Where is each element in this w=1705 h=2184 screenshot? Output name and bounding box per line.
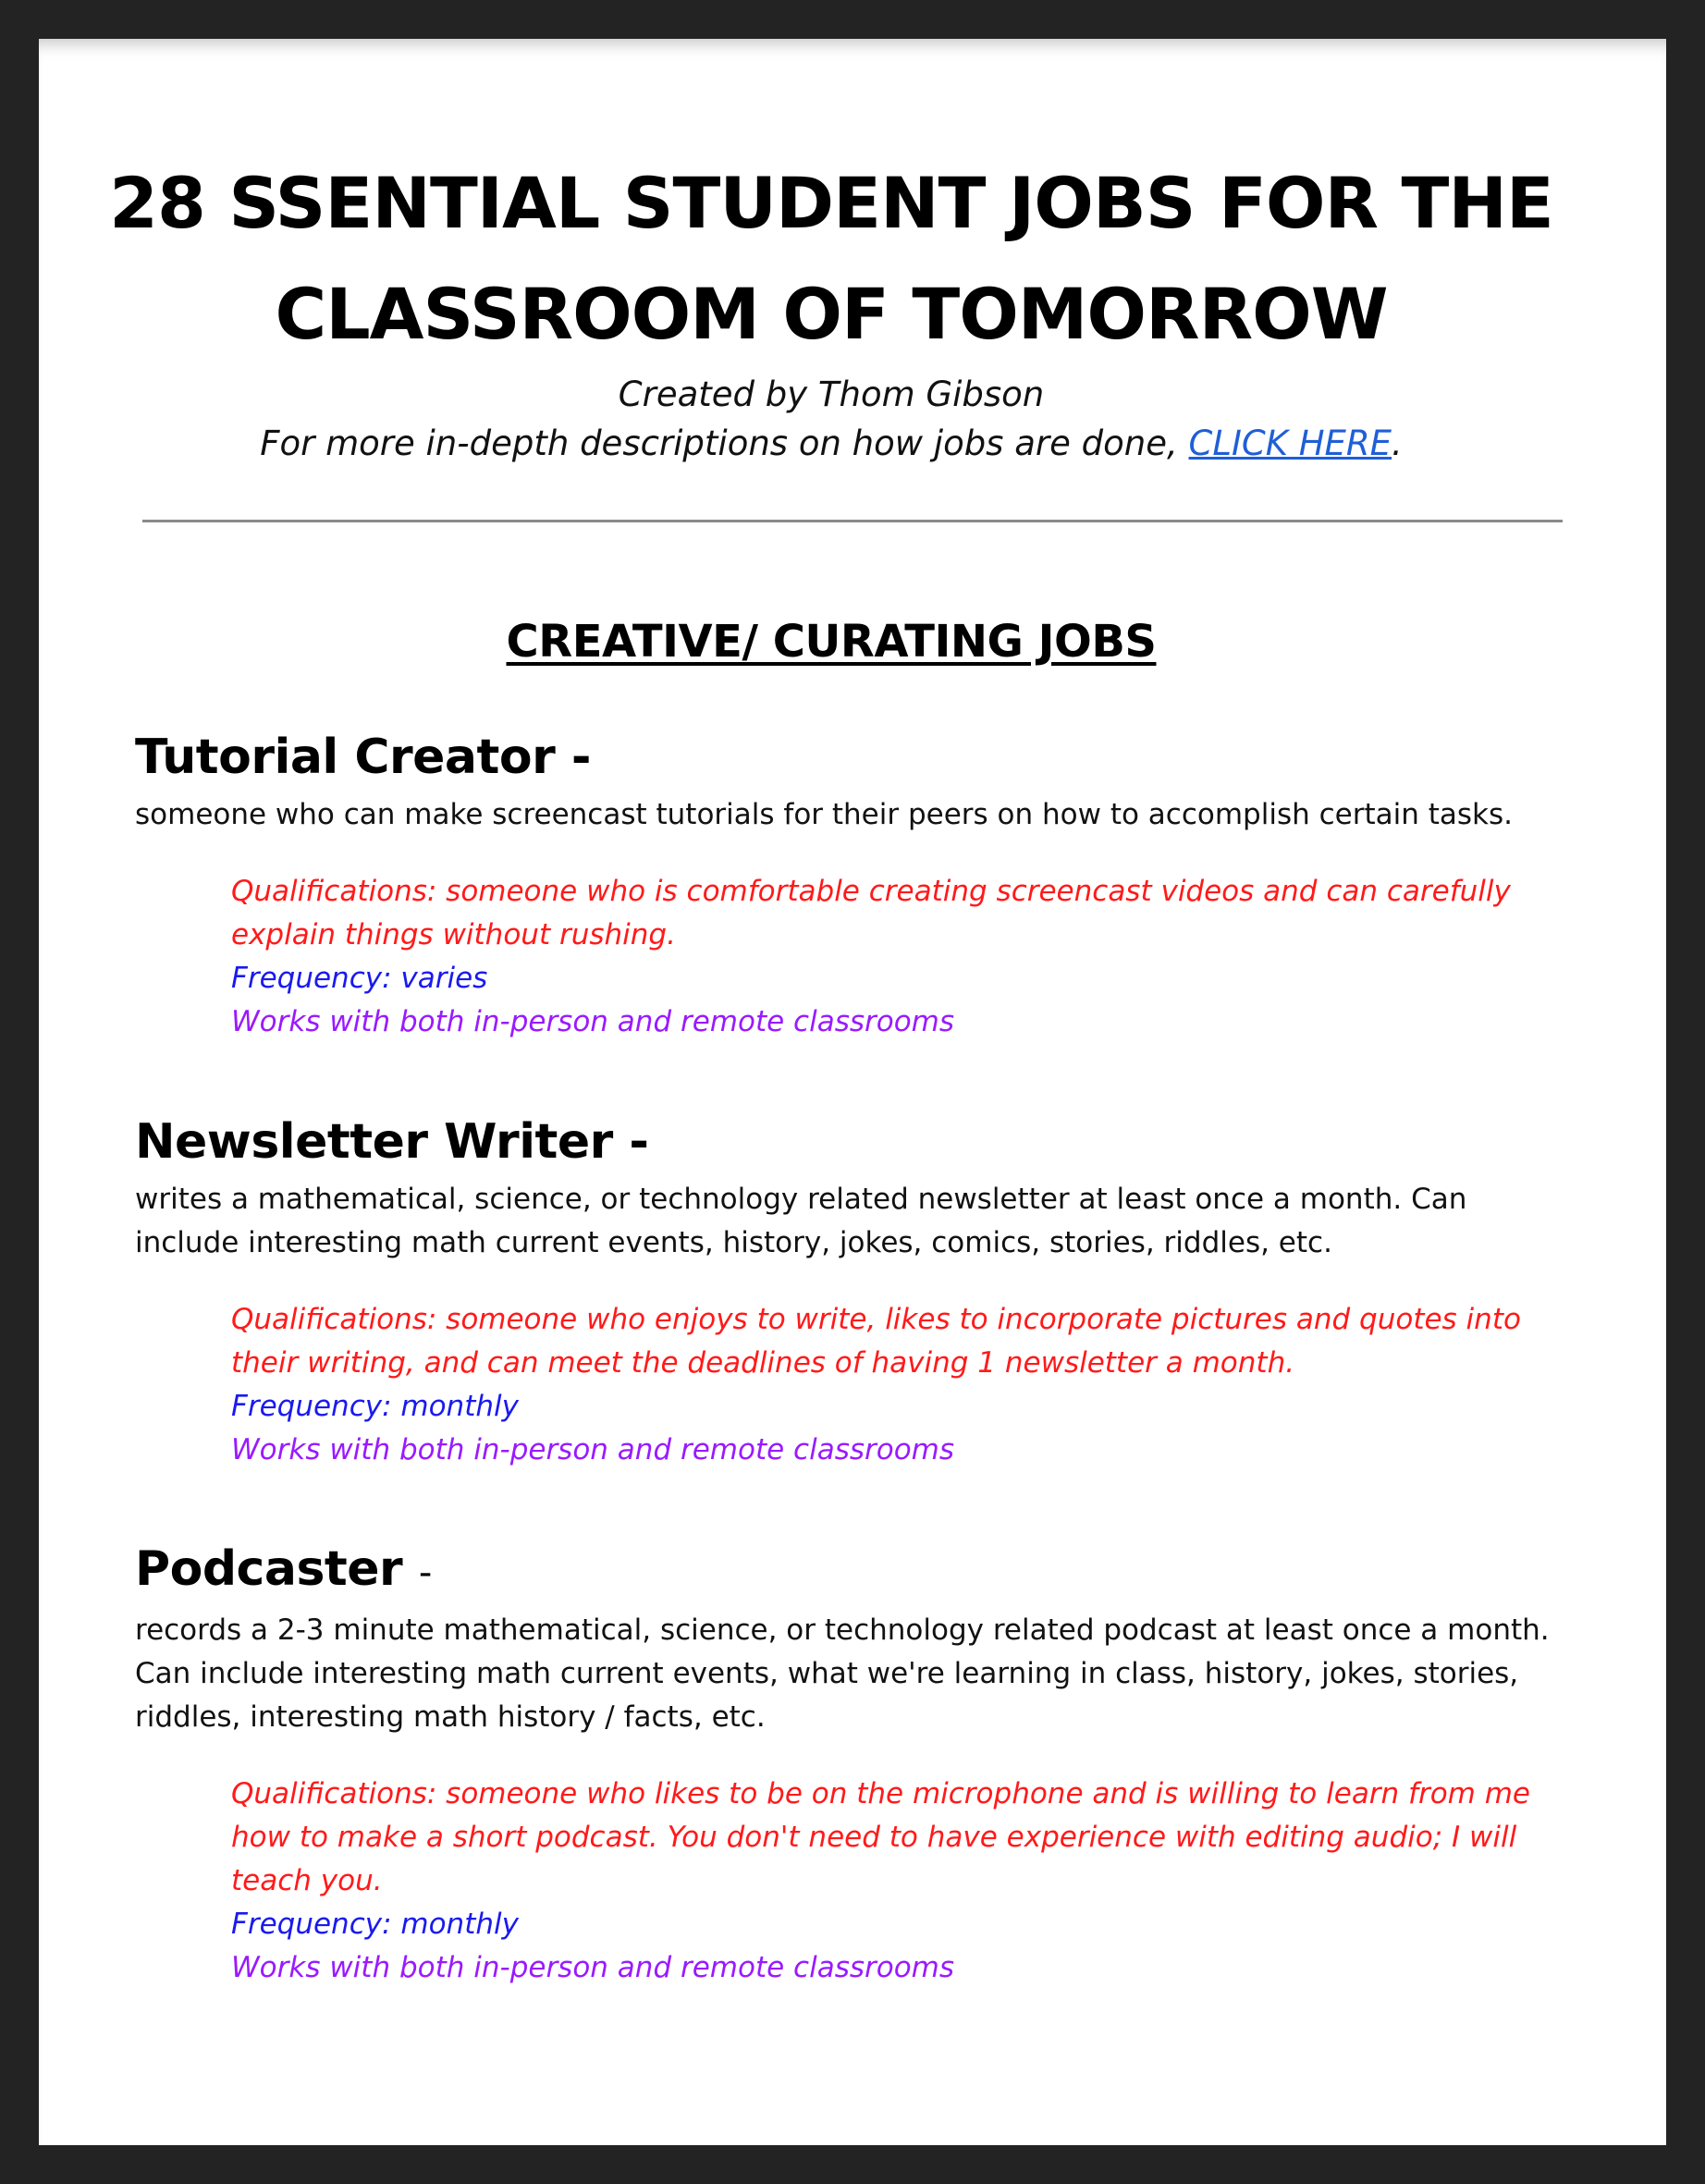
job-title-dash: - (418, 1552, 432, 1594)
job-works-with: Works with both in-person and remote classrooms (231, 1005, 955, 1038)
page-title-line-2: CLASSROOM OF TOMORROW (275, 273, 1388, 355)
job-qualifications: Qualifications: someone who likes to be on the microphone and is willing to learn from me how to make a short podcast. You don't need to have experience with editing audio; I will teach you. (231, 1777, 1531, 1897)
horizontal-divider (142, 520, 1563, 522)
job-qualifications: Qualifications: someone who is comfortable creating screencast videos and can carefully explain things without rushing. (231, 875, 1511, 951)
job-title (135, 1110, 1577, 1174)
more-info-prefix: For more in-depth descriptions on how jobs are done, (260, 423, 1189, 463)
more-info-line (96, 419, 1566, 468)
job-title-dash: - (570, 730, 591, 785)
job-description: writes a mathematical, science, or technology related newsletter at least once a month. Can include interesting math current events, history, jokes, comics, stories, riddles, etc. (135, 1183, 1467, 1259)
job-title-text: Newsletter Writer (135, 1114, 613, 1170)
job-description: someone who can make screencast tutorials for their peers on how to accomplish certain tasks. (135, 798, 1513, 831)
job-qualifications: Qualifications: someone who enjoys to write, likes to incorporate pictures and quotes into their writing, and can meet the deadlines of having 1 newsletter a month. (231, 1303, 1521, 1380)
job-title (135, 725, 1577, 790)
job-works-with: Works with both in-person and remote classrooms (231, 1951, 955, 1984)
job-works-with: Works with both in-person and remote classrooms (231, 1433, 955, 1466)
job-title (135, 1537, 1577, 1605)
page-title-line-1: 28 SSENTIAL STUDENT JOBS FOR THE (109, 162, 1553, 244)
author-line: Created by Thom Gibson (618, 374, 1045, 414)
section-title: CREATIVE/ CURATING JOBS (506, 616, 1157, 668)
job-title-text: Tutorial Creator (135, 730, 556, 785)
job-details (231, 1298, 1577, 1472)
click-here-link[interactable]: CLICK HERE (1188, 423, 1392, 463)
more-info-suffix: . (1392, 423, 1403, 463)
page-title (96, 148, 1566, 370)
job-entry-podcaster (135, 1537, 1577, 1990)
job-title-text: Podcaster (135, 1541, 403, 1597)
job-frequency: Frequency: monthly (231, 1908, 519, 1941)
document-header (96, 148, 1566, 468)
job-title-dash: - (629, 1114, 649, 1170)
job-frequency: Frequency: monthly (231, 1390, 519, 1423)
job-description: records a 2-3 minute mathematical, science, or technology related podcast at least once a month. Can include interesting math current events, what we're learning in class, history, jokes, stories, riddles, interesting math history / facts, etc. (135, 1613, 1550, 1734)
job-entry-tutorial-creator (135, 725, 1577, 1044)
job-details (231, 870, 1577, 1044)
job-details (231, 1773, 1577, 1990)
job-frequency: Frequency: varies (231, 962, 488, 995)
job-entry-newsletter-writer (135, 1110, 1577, 1472)
